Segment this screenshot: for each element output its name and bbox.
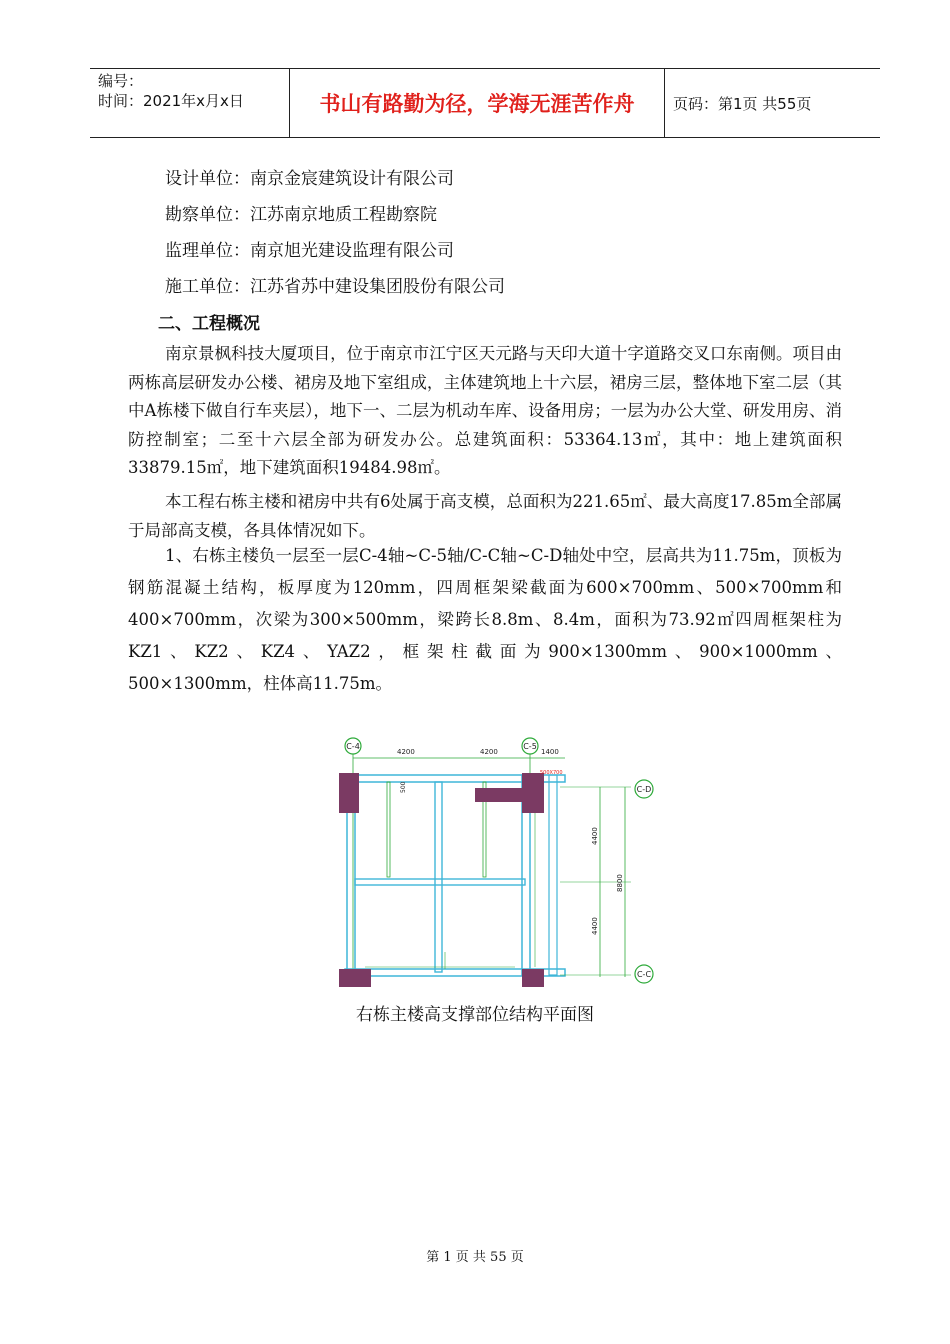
time-label: 时间：2021年x月x日: [98, 92, 244, 110]
column-top-left: [339, 773, 359, 813]
survey-unit: 勘察单位：江苏南京地质工程勘察院: [165, 205, 437, 225]
paragraph-high-formwork: 本工程右栋主楼和裙房中共有6处属于高支模，总面积为221.65㎡、最大高度17.85m全部属于局部高支模，各具体情况如下。: [128, 492, 842, 540]
paragraph-overview: 南京景枫科技大厦项目，位于南京市江宁区天元路与天印大道十字道路交叉口东南侧。项目由两栋高层研发办公楼、裙房及地下室组成，主体建筑地上十六层，裙房三层，整体地下室二层（其中A栋楼下做自行车夹层），地下一、二层为机动车库、设备用房；一层为办公大堂、研发用房、消防控制室；二至十六层全部为研发办公。总建筑面积：53364.13㎡，其中：地上建筑面积33879.15㎡，地下建筑面积19484.98㎡。: [128, 344, 842, 477]
dim-8800: 8800: [616, 874, 624, 892]
structure-plan-drawing: [335, 737, 660, 987]
dim-4200-b: 4200: [480, 748, 498, 756]
header-page-label: 页码：第1页 共55页: [673, 94, 812, 113]
supervision-unit: 监理单位：南京旭光建设监理有限公司: [165, 241, 454, 261]
construction-unit: 施工单位：江苏省苏中建设集团股份有限公司: [165, 277, 505, 297]
column-bottom-left: [339, 969, 371, 987]
section-title: 二、工程概况: [158, 314, 260, 334]
beam-label: 500X700: [540, 770, 563, 776]
header-motto: 书山有路勤为径，学海无涯苦作舟: [290, 69, 665, 137]
column-top-right: [522, 773, 544, 813]
header-table: [90, 68, 880, 138]
page-footer: 第 1 页 共 55 页: [426, 1250, 524, 1265]
svg-text:C-4: C-4: [346, 742, 360, 751]
header-left-cell: [90, 69, 290, 137]
dim-4400-b: 4400: [591, 917, 599, 935]
svg-text:C-D: C-D: [636, 785, 652, 794]
svg-text:C-C: C-C: [636, 970, 652, 979]
paragraph-detail-1: 1、右栋主楼负一层至一层C-4轴~C-5轴/C-C轴~C-D轴处中空，层高共为11.75m，顶板为钢筋混凝土结构，板厚度为120mm，四周框架梁截面为600×700mm、500×700mm和400×700mm，次梁为300×500mm，梁跨长8.8m、8.4m，面积为73.92㎡四周框架柱为KZ1、KZ2、KZ4、YAZ2，框架柱截面为900×1300mm、900×1000mm、500×1300mm，柱体高11.75m。: [128, 546, 842, 693]
number-label: 编号：: [98, 72, 144, 90]
design-unit: 设计单位：南京金宸建筑设计有限公司: [165, 169, 454, 189]
dim-1400: 1400: [541, 748, 559, 756]
svg-text:C-5: C-5: [523, 742, 537, 751]
drawing-caption: 右栋主楼高支撑部位结构平面图: [356, 1005, 594, 1025]
beam-top-middle: [475, 788, 523, 802]
dim-500: 500: [400, 781, 407, 793]
dim-4400-a: 4400: [591, 827, 599, 845]
dim-4200-a: 4200: [397, 748, 415, 756]
column-bottom-right: [522, 969, 544, 987]
